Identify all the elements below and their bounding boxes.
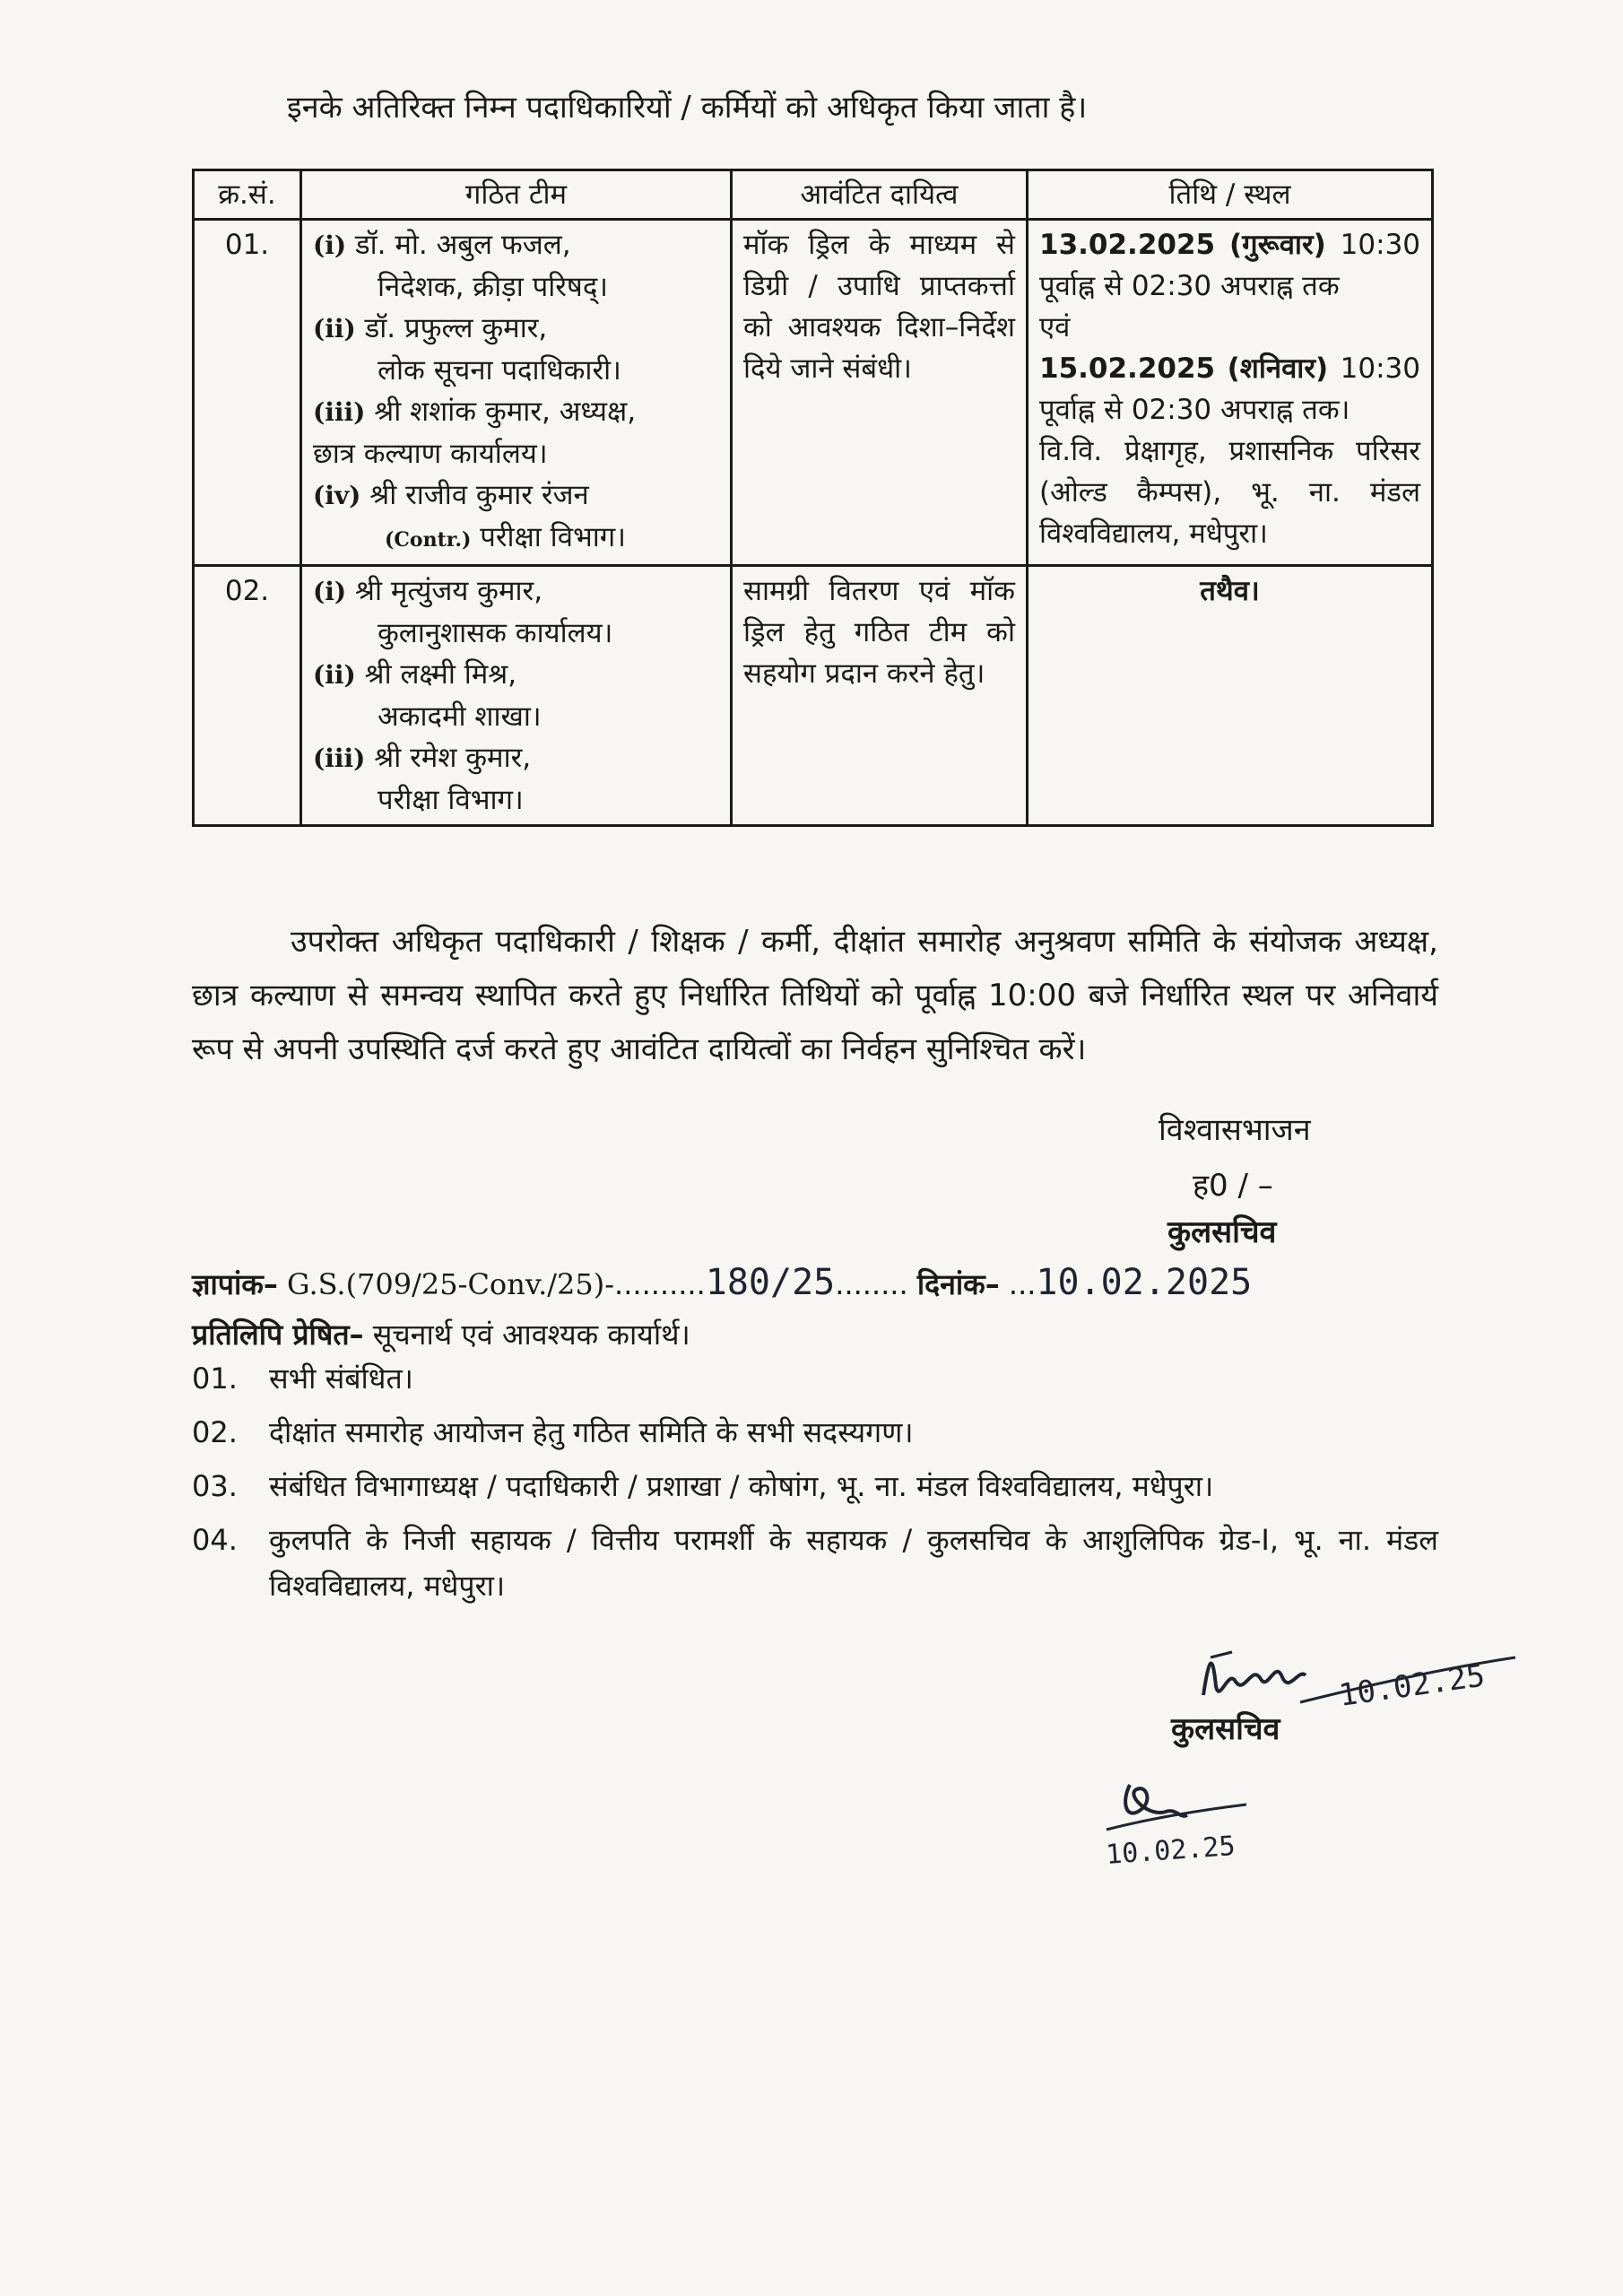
ref-number: 180/25 <box>705 1262 836 1303</box>
date-label: दिनांक– <box>916 1267 1000 1301</box>
intro-line: इनके अतिरिक्त निम्न पदाधिकारियों / कर्मियों को अधिकृत किया जाता है। <box>287 90 1088 126</box>
member-label: (i) <box>313 230 347 260</box>
time-2: 10:30 पूर्वाह्न से 02:30 अपराह्न तक। <box>1039 352 1420 426</box>
member-2 <box>313 654 719 737</box>
contract-tag: (Contr.) <box>385 528 472 552</box>
and-word: एवं <box>1039 311 1071 344</box>
copy-line <box>192 1311 690 1358</box>
registrar-signature <box>1193 1632 1569 1722</box>
team-members <box>301 220 732 566</box>
day-1: (गुरूवार) <box>1228 229 1326 261</box>
member-label: (iii) <box>313 744 366 773</box>
member-3 <box>313 737 719 821</box>
table-row <box>194 566 1433 826</box>
date-2: 15.02.2025 <box>1039 352 1216 385</box>
team-table <box>192 169 1434 827</box>
col-serial: क्र.सं. <box>194 170 301 220</box>
member-label: (i) <box>313 577 347 606</box>
date-place-cell <box>1028 220 1433 566</box>
member-name: श्री रमेश कुमार, <box>374 742 532 774</box>
member-name: डॉ. प्रफुल्ल कुमार, <box>364 312 548 344</box>
col-team: गठित टीम <box>301 170 732 220</box>
member-post: निदेशक, क्रीड़ा परिषद्। <box>378 271 609 303</box>
member-post: छात्र कल्याण कार्यालय। <box>313 438 548 470</box>
closing-designation: कुलसचिव <box>1167 1214 1277 1250</box>
ref-code: G.S.(709/25-Conv./25)- <box>287 1267 615 1301</box>
member-label: (iv) <box>313 481 361 510</box>
member-post: परीक्षा विभाग। <box>378 784 524 816</box>
initial-signature <box>1094 1767 1291 1874</box>
table-header-row <box>194 170 1433 220</box>
ref-label: ज्ञापांक– <box>192 1267 278 1301</box>
closing-signed: ह0 / – <box>1193 1168 1273 1204</box>
svg-text:10.02.25: 10.02.25 <box>1336 1657 1488 1714</box>
closing-yours: विश्वासभाजन <box>1159 1112 1311 1148</box>
member-3 <box>313 391 719 474</box>
member-label: (iii) <box>313 397 366 427</box>
team-members <box>301 566 732 826</box>
reference-line: ज्ञापांक– G.S.(709/25-Conv./25)-..........180/25........ दिनांक– ...10.02.2025 <box>192 1262 1253 1303</box>
time-1: 10:30 पूर्वाह्न से 02:30 अपराह्न तक <box>1039 229 1421 302</box>
list-item: 03. संबंधित विभागाध्यक्ष / पदाधिकारी / प्रशाखा / कोषांग, भू. ना. मंडल विश्वविद्यालय, मधेपुरा। <box>192 1469 1214 1503</box>
col-date-place: तिथि / स्थल <box>1028 170 1433 220</box>
row-serial: 02. <box>194 566 301 826</box>
svg-text:10.02.25: 10.02.25 <box>1105 1830 1237 1871</box>
duty-cell: सामग्री वितरण एवं मॉक ड्रिल हेतु गठित टीम को सहयोग प्रदान करने हेतु। <box>732 566 1028 826</box>
table-row <box>194 220 1433 566</box>
member-2 <box>313 308 719 391</box>
day-2: (शनिवार) <box>1227 352 1329 385</box>
list-item: 01. सभी संबंधित। <box>192 1361 413 1396</box>
row-serial: 01. <box>194 220 301 566</box>
member-name: श्री राजीव कुमार रंजन <box>369 479 589 511</box>
member-label: (ii) <box>313 660 356 690</box>
registrar-designation: कुलसचिव <box>1171 1711 1280 1747</box>
member-name: श्री मृत्युंजय कुमार, <box>355 575 543 607</box>
member-post: लोक सूचना पदाधिकारी। <box>378 354 621 387</box>
copy-label: प्रतिलिपि प्रेषित– <box>192 1318 364 1352</box>
member-label: (ii) <box>313 314 356 344</box>
list-item: 02. दीक्षांत समारोह आयोजन हेतु गठित समिति के सभी सदस्यगण। <box>192 1415 914 1449</box>
distribution-list <box>192 1356 1438 1617</box>
member-name: श्री शशांक कुमार, अध्यक्ष, <box>374 396 637 428</box>
venue: वि.वि. प्रेक्षागृह, प्रशासनिक परिसर (ओल्ड कैम्पस), भू. ना. मंडल विश्वविद्यालय, मधेपुरा। <box>1039 435 1420 550</box>
list-item: 04. कुलपति के निजी सहायक / वित्तीय परामर्शी के सहायक / कुलसचिव के आशुलिपिक ग्रेड-I, भू. ना. मंडल विश्वविद्यालय, मधेपुरा। <box>192 1523 1438 1603</box>
date-place-cell: तथैव। <box>1028 566 1433 826</box>
ref-date: 10.02.2025 <box>1036 1262 1253 1303</box>
member-4 <box>313 474 719 561</box>
member-1 <box>313 570 719 654</box>
member-post: परीक्षा विभाग। <box>480 521 626 553</box>
col-duty: आवंटित दायित्व <box>732 170 1028 220</box>
member-post: अकादमी शाखा। <box>378 700 542 733</box>
member-name: डॉ. मो. अबुल फजल, <box>355 229 571 261</box>
member-name: श्री लक्ष्मी मिश्र, <box>364 658 517 691</box>
copy-purpose: सूचनार्थ एवं आवश्यक कार्यार्थ। <box>372 1318 690 1352</box>
date-1: 13.02.2025 <box>1039 229 1216 261</box>
instruction-paragraph: उपरोक्त अधिकृत पदाधिकारी / शिक्षक / कर्मी, दीक्षांत समारोह अनुश्रवण समिति के संयोजक अध्यक्ष, छात्र कल्याण से समन्वय स्थापित करते हुए निर्धारित तिथियों को पूर्वाह्न 10:00 बजे निर्धारित स्थल पर अनिवार्य रूप से अपनी उपस्थिति दर्ज करते हुए आवंटित दायित्वों का निर्वहन सुनिश्चित करें। <box>192 924 1438 1067</box>
member-1 <box>313 224 719 308</box>
duty-cell: मॉक ड्रिल के माध्यम से डिग्री / उपाधि प्राप्तकर्त्ता को आवश्यक दिशा–निर्देश दिये जाने संबंधी। <box>732 220 1028 566</box>
member-post: कुलानुशासक कार्यालय। <box>378 617 613 649</box>
